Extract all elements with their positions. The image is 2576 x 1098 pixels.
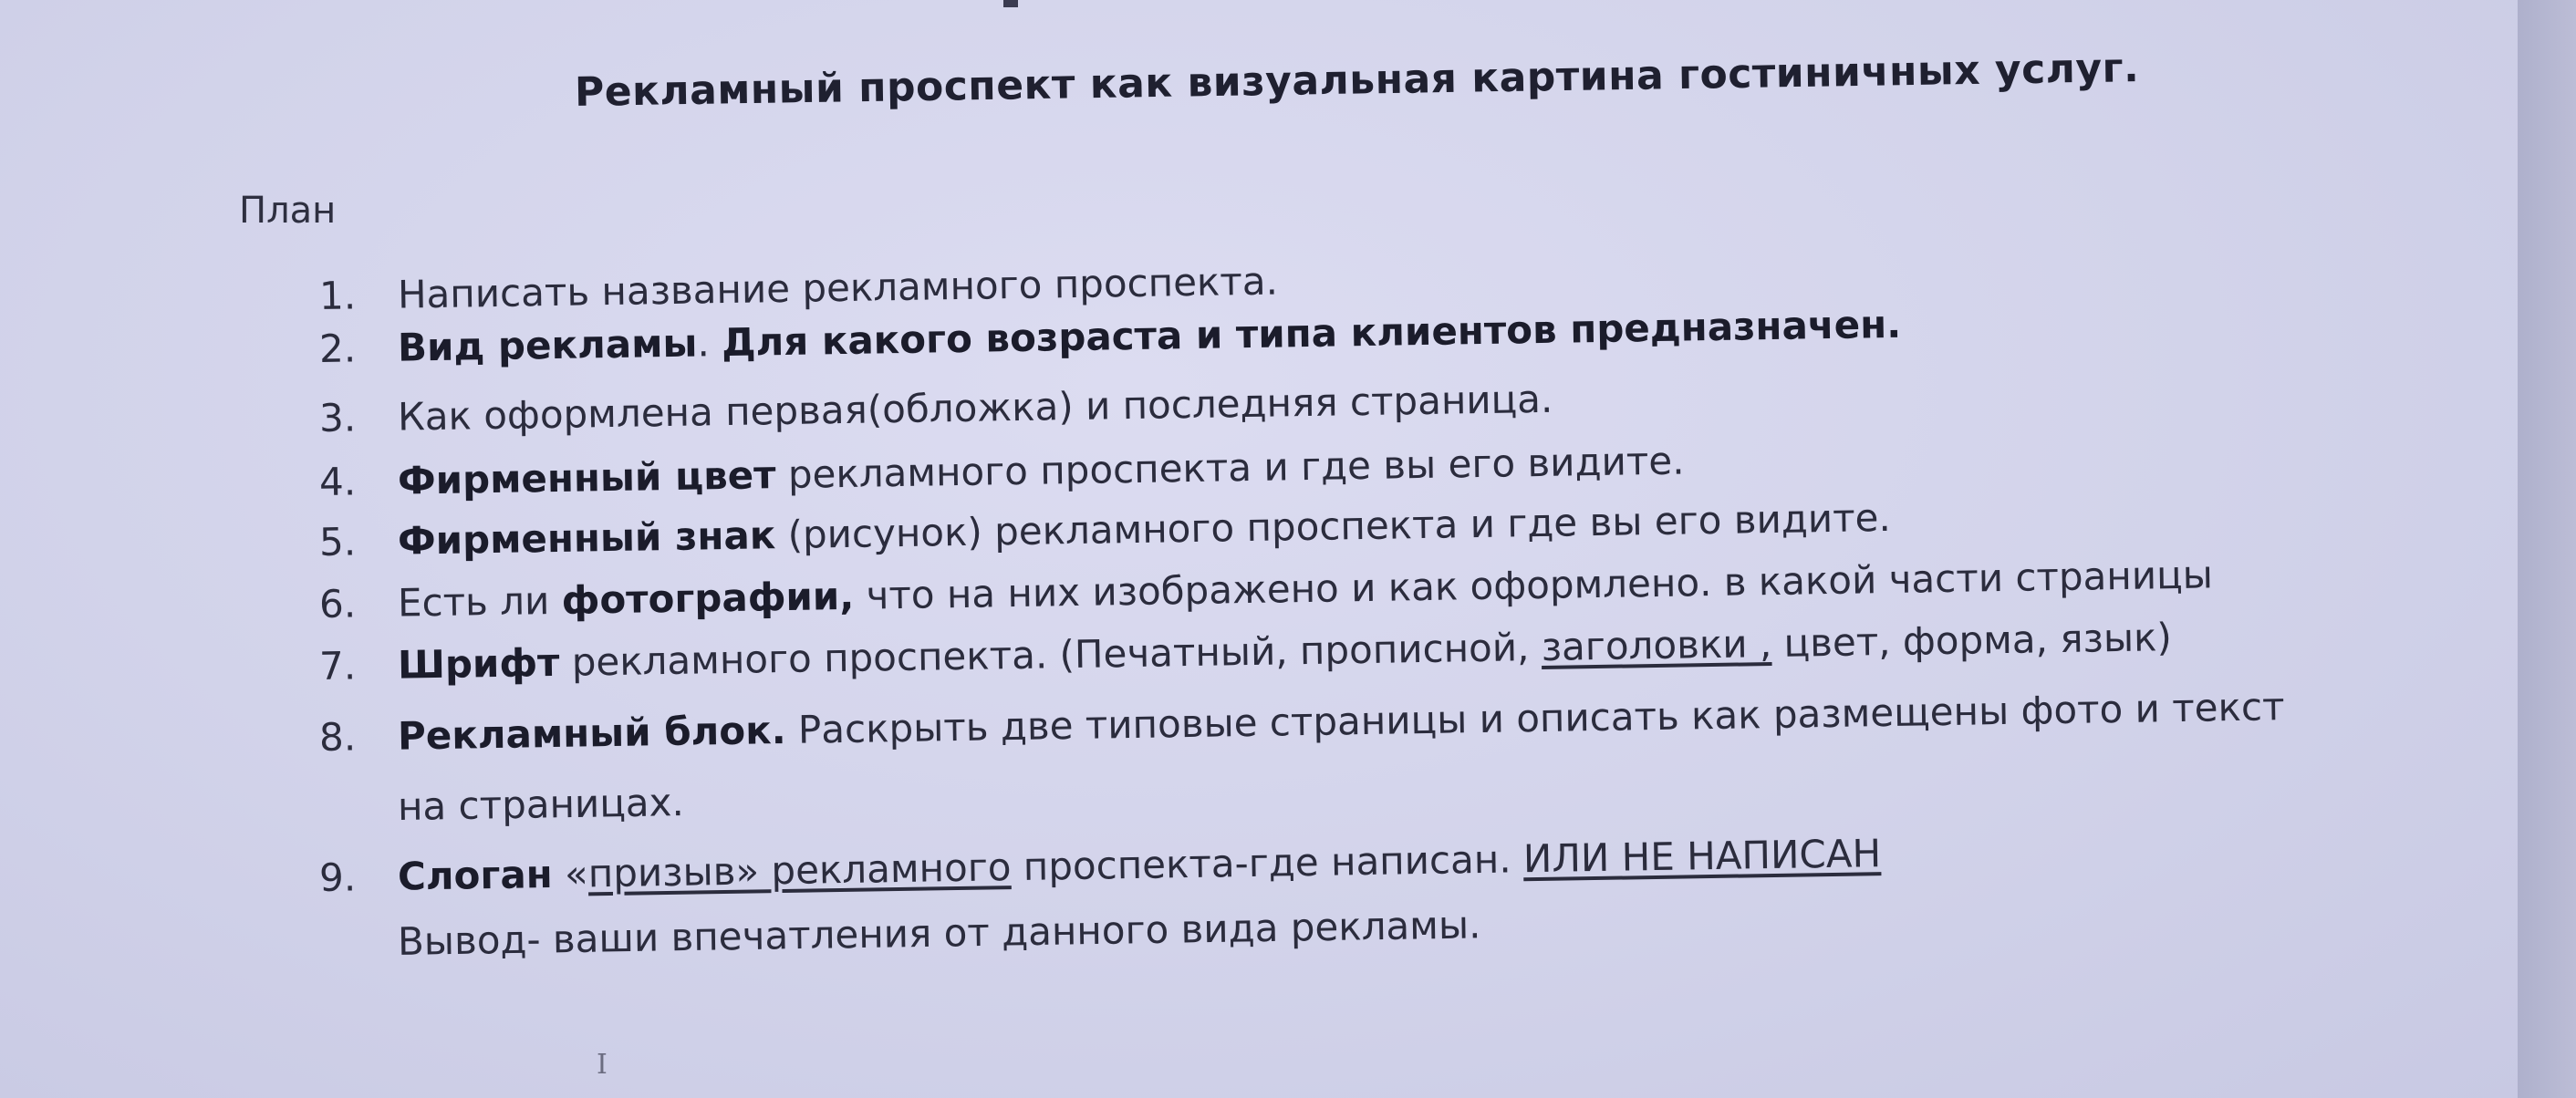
item-text: Как оформлена первая(обложка) и последняя страница. [397, 376, 1553, 440]
item-text-bold: Для какого возраста и типа клиентов предназначен. [721, 301, 1902, 366]
item-number: 9. [318, 855, 357, 900]
item-text-underlined: заголовки , [1541, 620, 1772, 669]
item-text: . [697, 320, 722, 366]
item-text-bold: Фирменный знак [397, 513, 776, 564]
item-text: рекламного проспекта и где вы его видите. [775, 438, 1685, 498]
item-number: 5. [318, 519, 357, 565]
item-text: (рисунок) рекламного проспекта и где вы его видите. [774, 494, 1892, 558]
item-number: 6. [318, 581, 357, 627]
list-item-8 [319, 684, 2285, 760]
item-text-bold: фотографии, [561, 573, 855, 623]
item-number: 7. [318, 643, 357, 689]
item-number: 2. [318, 326, 357, 371]
list-item-8-continuation: на страницах. [397, 780, 685, 829]
item-text-bold: Вид рекламы [397, 320, 698, 370]
item-text-bold: Шрифт [397, 639, 560, 688]
background-edge [2518, 0, 2576, 1098]
list-item-3 [319, 377, 1553, 440]
item-text: рекламного проспекта. (Печатный, прописной, [558, 624, 1542, 685]
item-number: 4. [318, 459, 357, 504]
item-number: 8. [318, 714, 357, 760]
item-text-bold: Слоган [397, 851, 554, 899]
item-text: Есть ли [397, 577, 563, 626]
item-text-bold: Рекламный блок. [397, 707, 786, 759]
item-text-underlined: призыв» рекламного [587, 844, 1012, 896]
list-item-6 [319, 552, 2214, 627]
item-text: проспекта-где написан. [1011, 836, 1524, 890]
item-number: 1. [318, 273, 357, 318]
list-item-7 [319, 615, 2173, 689]
item-text: что на них изображено и как оформлено. в какой части страницы [853, 552, 2214, 618]
item-text: « [552, 851, 589, 896]
item-text: Раскрыть две типовые страницы и описать как размещены фото и текст [785, 684, 2285, 752]
item-text-underlined: ИЛИ НЕ НАПИСАН [1522, 831, 1882, 882]
item-text-bold: Фирменный цвет [397, 452, 776, 503]
item-text: Написать название рекламного проспекта. [397, 258, 1279, 317]
document-title: Рекламный проспект как визуальная картина гостиничных услуг. [574, 45, 2140, 116]
plan-label: План [239, 190, 337, 232]
item-number: 3. [318, 395, 357, 440]
conclusion-line: Вывод- ваши впечатления от данного вида рекламы. [397, 902, 1481, 964]
list-item-9 [319, 831, 1882, 900]
list-item-1 [319, 258, 1279, 318]
text-cursor-glyph: I [597, 1049, 608, 1081]
item-text: цвет, форма, язык) [1771, 615, 2173, 666]
list-item-5 [319, 495, 1892, 565]
list-item-4 [319, 438, 1685, 504]
